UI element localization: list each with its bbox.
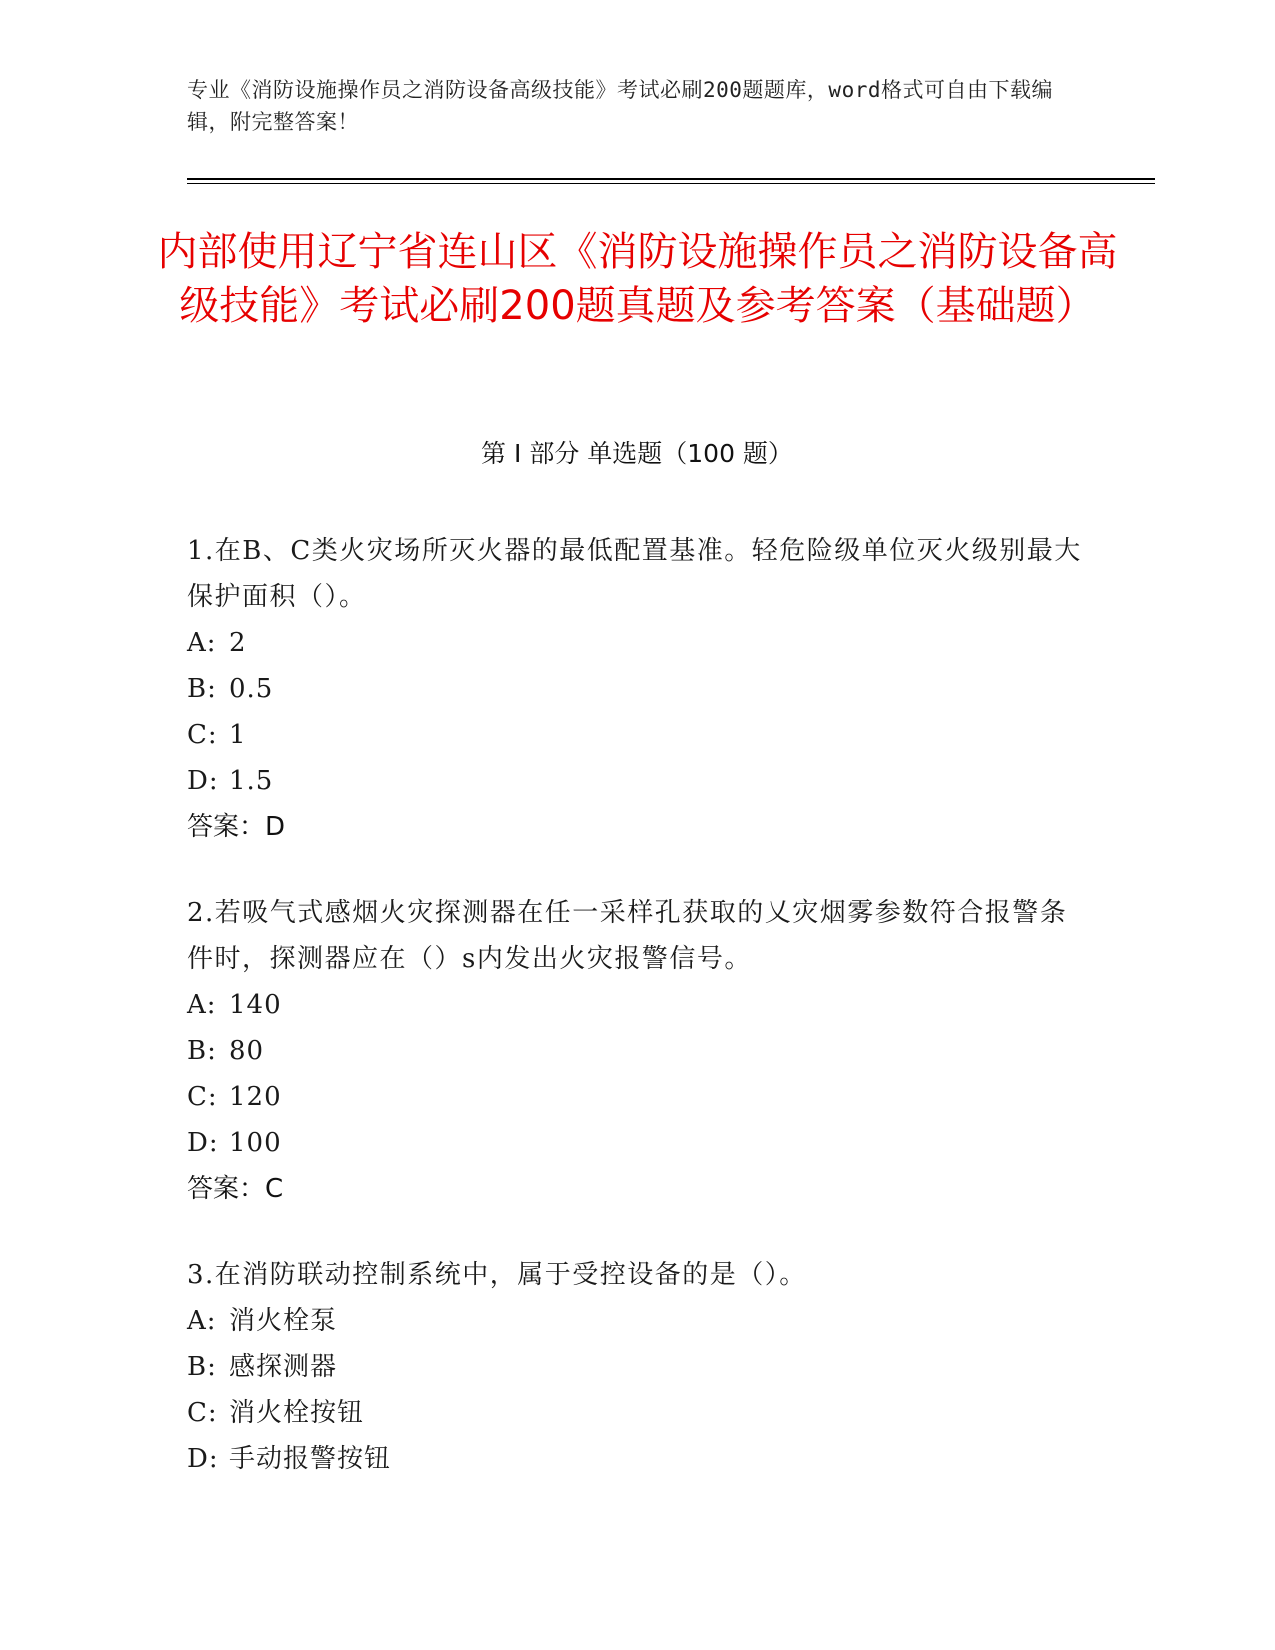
option-text: 120 <box>229 1082 282 1112</box>
option-d <box>187 1120 1087 1166</box>
option-key: B: <box>187 674 217 704</box>
option-text: 2 <box>229 628 247 658</box>
option-key: C: <box>187 720 218 750</box>
option-text: 140 <box>229 990 282 1020</box>
option-a <box>187 620 1087 666</box>
option-key: C: <box>187 1398 218 1428</box>
option-text: 1.5 <box>229 766 274 796</box>
question-item <box>187 1252 1087 1482</box>
option-b <box>187 1344 1087 1390</box>
option-key: A: <box>187 1306 217 1336</box>
option-text: 消火栓泵 <box>229 1306 338 1336</box>
question-stem: 3.在消防联动控制系统中，属于受控设备的是（）。 <box>187 1260 807 1290</box>
option-a <box>187 1298 1087 1344</box>
header-divider-thin <box>187 183 1155 184</box>
question-stem: 1.在B、C类火灾场所灭火器的最低配置基准。轻危险级单位灭火级别最大保护面积（）。 <box>187 536 1082 612</box>
option-text: 1 <box>229 720 247 750</box>
option-c <box>187 712 1087 758</box>
question-item <box>187 890 1087 1212</box>
option-text: 0.5 <box>229 674 274 704</box>
answer-line: 答案：D <box>187 812 286 842</box>
document-title: 内部使用辽宁省连山区《消防设施操作员之消防设备高级技能》考试必刷200题真题及参考答案（基础题） <box>157 229 1118 329</box>
option-key: D: <box>187 766 219 796</box>
option-key: C: <box>187 1082 218 1112</box>
section-heading: 第 I 部分 单选题（100 题） <box>481 439 793 468</box>
answer-line: 答案：C <box>187 1174 284 1204</box>
option-key: A: <box>187 628 217 658</box>
option-b <box>187 1028 1087 1074</box>
option-key: D: <box>187 1128 219 1158</box>
option-text: 100 <box>229 1128 282 1158</box>
header-divider-thick <box>187 178 1155 180</box>
header-note: 专业《消防设施操作员之消防设备高级技能》考试必刷200题题库，word格式可自由下载编辑，附完整答案！ <box>187 78 1053 134</box>
option-key: A: <box>187 990 217 1020</box>
option-text: 手动报警按钮 <box>229 1444 392 1474</box>
option-b <box>187 666 1087 712</box>
option-text: 80 <box>229 1036 265 1066</box>
option-c <box>187 1390 1087 1436</box>
option-a <box>187 982 1087 1028</box>
question-list <box>187 528 1087 1522</box>
option-key: D: <box>187 1444 219 1474</box>
option-c <box>187 1074 1087 1120</box>
option-d <box>187 1436 1087 1482</box>
option-key: B: <box>187 1036 217 1066</box>
option-d <box>187 758 1087 804</box>
option-key: B: <box>187 1352 217 1382</box>
question-stem: 2.若吸气式感烟火灾探测器在任一采样孔获取的乂灾烟雾参数符合报警条件时，探测器应在（）s内发出火灾报警信号。 <box>187 898 1068 974</box>
question-item <box>187 528 1087 850</box>
option-text: 感探测器 <box>229 1352 338 1382</box>
option-text: 消火栓按钮 <box>229 1398 365 1428</box>
